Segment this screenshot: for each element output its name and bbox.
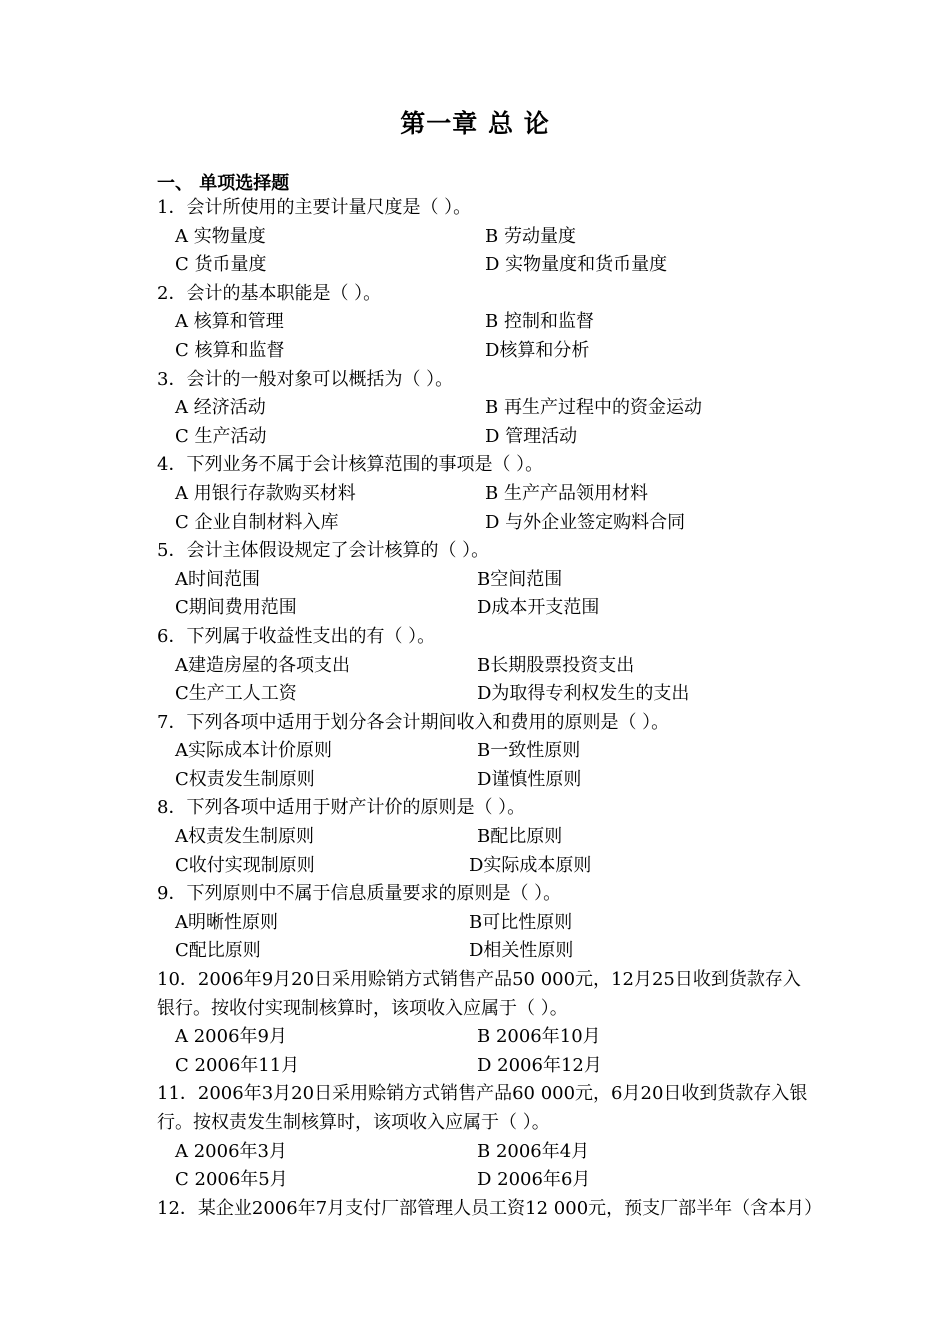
option-item: A建造房屋的各项支出	[175, 654, 350, 676]
option-row	[157, 423, 857, 452]
question-stem-continued: 行。按权责发生制核算时，该项收入应属于（ ）。	[157, 1112, 550, 1133]
question-stem: 8．下列各项中适用于财产计价的原则是（ ）。	[157, 797, 526, 819]
option-row	[157, 251, 857, 280]
question-stem: 9．下列原则中不属于信息质量要求的原则是（ ）。	[157, 883, 562, 905]
option-row	[157, 1023, 857, 1052]
option-item: C配比原则	[175, 940, 261, 962]
option-item: C 货币量度	[175, 254, 267, 276]
option-item: A 核算和管理	[175, 311, 284, 333]
option-item: B空间范围	[477, 568, 563, 590]
option-item: A 实物量度	[175, 225, 266, 247]
option-item: C 核算和监督	[175, 339, 285, 361]
option-item: C 企业自制材料入库	[175, 511, 339, 533]
option-item: D为取得专利权发生的支出	[477, 683, 690, 705]
option-item: C 2006年5月	[175, 1169, 288, 1191]
option-row	[157, 1166, 857, 1195]
option-row	[157, 223, 857, 252]
question-stem: 4．下列业务不属于会计核算范围的事项是（ ）。	[157, 454, 544, 476]
option-row	[157, 909, 857, 938]
option-row	[157, 852, 857, 881]
question-stem: 3．会计的一般对象可以概括为（ ）。	[157, 368, 454, 390]
option-item: D成本开支范围	[477, 597, 600, 619]
option-item: A权责发生制原则	[175, 826, 314, 848]
page-title: 第一章 总 论	[400, 109, 550, 138]
option-item: A 2006年3月	[175, 1140, 287, 1162]
option-item: D 与外企业签定购料合同	[485, 511, 686, 533]
option-row	[157, 652, 857, 681]
option-row	[157, 1138, 857, 1167]
option-item: B 控制和监督	[485, 311, 594, 333]
option-row	[157, 737, 857, 766]
option-item: D核算和分析	[485, 339, 590, 361]
option-row	[157, 308, 857, 337]
section-heading: 一、 单项选择题	[157, 173, 290, 194]
option-row	[157, 394, 857, 423]
option-item: B 2006年4月	[477, 1140, 590, 1162]
option-item: D谨慎性原则	[477, 768, 582, 790]
question-stem: 2．会计的基本职能是（ ）。	[157, 282, 382, 304]
option-item: C收付实现制原则	[175, 854, 315, 876]
option-item: C 生产活动	[175, 425, 267, 447]
option-item: B 生产产品领用材料	[485, 482, 648, 504]
option-item: D相关性原则	[469, 940, 574, 962]
question-stem-continued: 银行。按收付实现制核算时，该项收入应属于（ ）。	[157, 997, 568, 1019]
option-item: A明晰性原则	[175, 911, 278, 933]
question-stem: 10．2006年9月20日采用赊销方式销售产品50 000元，12月25日收到货款存入	[157, 969, 801, 991]
option-row	[157, 566, 857, 595]
question-stem: 5．会计主体假设规定了会计核算的（ ）。	[157, 540, 490, 562]
option-item: D实际成本原则	[469, 854, 592, 876]
option-item: B一致性原则	[477, 740, 581, 762]
question-stem: 12．某企业2006年7月支付厂部管理人员工资12 000元，预支厂部半年（含本月）	[157, 1197, 823, 1219]
option-row	[157, 937, 857, 966]
option-item: C权责发生制原则	[175, 768, 315, 790]
option-row	[157, 509, 857, 538]
question-list	[157, 194, 857, 1223]
option-row	[157, 594, 857, 623]
question-stem: 11．2006年3月20日采用赊销方式销售产品60 000元，6月20日收到货款存入银	[157, 1083, 808, 1105]
option-item: B 2006年10月	[477, 1026, 601, 1048]
option-item: D 2006年6月	[477, 1169, 591, 1191]
option-item: B 再生产过程中的资金运动	[485, 397, 702, 419]
option-item: C 2006年11月	[175, 1054, 300, 1076]
question-stem: 7．下列各项中适用于划分各会计期间收入和费用的原则是（ ）。	[157, 711, 670, 733]
option-item: B配比原则	[477, 826, 563, 848]
option-row	[157, 480, 857, 509]
option-item: B长期股票投资支出	[477, 654, 635, 676]
question-stem: 1．会计所使用的主要计量尺度是（ ）。	[157, 197, 472, 218]
option-item: B可比性原则	[469, 911, 573, 933]
option-item: D 实物量度和货币量度	[485, 254, 668, 276]
option-item: A 2006年9月	[175, 1026, 287, 1048]
option-item: A 经济活动	[175, 397, 266, 419]
option-item: A 用银行存款购买材料	[175, 482, 356, 504]
option-row	[157, 823, 857, 852]
option-item: C期间费用范围	[175, 597, 297, 619]
option-item: A时间范围	[175, 568, 260, 590]
option-item: C生产工人工资	[175, 683, 297, 705]
option-row	[157, 680, 857, 709]
option-item: D 2006年12月	[477, 1054, 602, 1076]
option-item: B 劳动量度	[485, 225, 576, 247]
option-row	[157, 337, 857, 366]
option-item: A实际成本计价原则	[175, 740, 332, 762]
option-row	[157, 1052, 857, 1081]
option-item: D 管理活动	[485, 425, 578, 447]
option-row	[157, 766, 857, 795]
question-stem: 6．下列属于收益性支出的有（ ）。	[157, 625, 436, 647]
